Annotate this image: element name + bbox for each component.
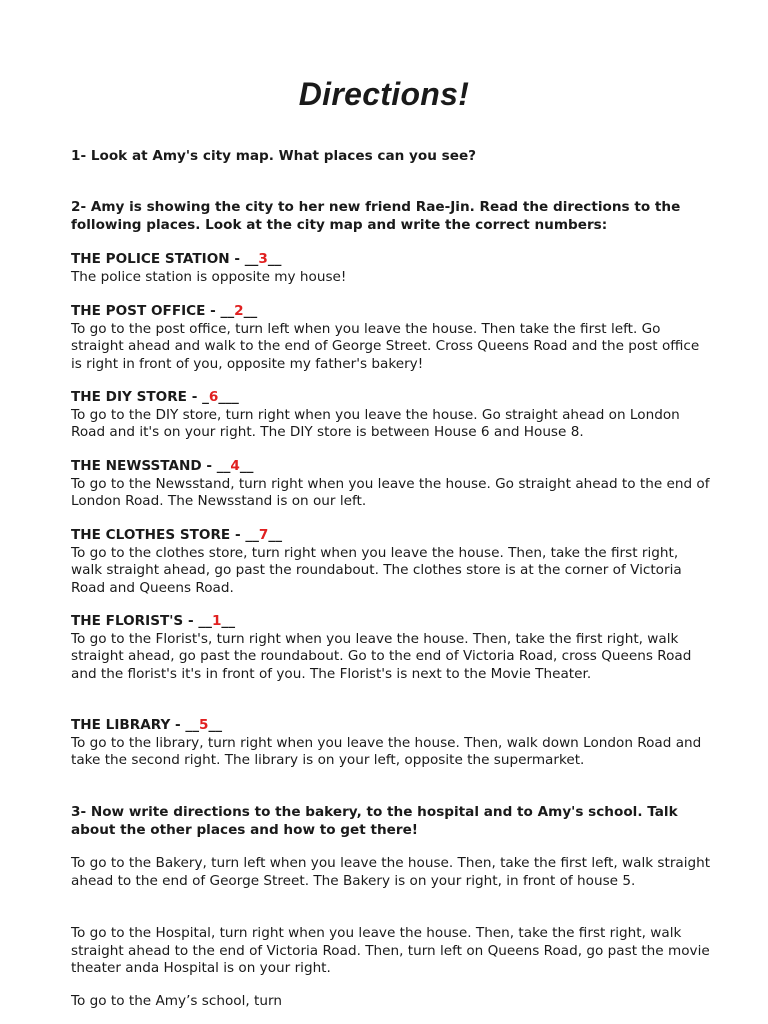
place-name: THE NEWSSTAND - __ [71, 458, 231, 474]
answer-blank: __ [267, 251, 282, 267]
answer-number: 1 [211, 613, 222, 629]
place-name: THE LIBRARY - __ [71, 717, 200, 733]
place-directions: To go to the Florist's, turn right when you leave the house. Then, take the first right, walk straight ahead, go past the roundabout. Go to the end of Victoria Road, cross Queens Road and the florist's it's in front of you. The Florist's is next to the Movie Theater. [71, 630, 692, 682]
answer-number: 3 [258, 251, 268, 267]
place-police-station [71, 251, 711, 286]
place-directions: The police station is opposite my house! [71, 268, 347, 285]
place-heading [71, 717, 711, 735]
answer-blank: __ [243, 303, 258, 319]
place-directions: To go to the DIY store, turn right when you leave the house. Go straight ahead on London Road and it's on your right. The DIY store is between House 6 and House 8. [71, 406, 680, 440]
place-directions: To go to the library, turn right when you leave the house. Then, walk down London Road and take the second right. The library is on your left, opposite the supermarket. [71, 734, 702, 768]
place-heading [71, 251, 711, 269]
answer-blank: __ [208, 717, 223, 733]
answer-number: 5 [199, 717, 209, 733]
answer-school: To go to the Amy’s school, turn [71, 993, 282, 1009]
place-directions: To go to the Newsstand, turn right when you leave the house. Go straight ahead to the end of London Road. The Newsstand is on our left. [71, 475, 710, 509]
place-name: THE FLORIST'S - __ [71, 613, 212, 629]
question-2: 2- Amy is showing the city to her new friend Rae-Jin. Read the directions to the following places. Look at the city map and write the correct numbers: [71, 199, 681, 233]
place-directions: To go to the post office, turn left when you leave the house. Then take the first left. Go straight ahead and walk to the end of George Street. Cross Queens Road and the post office is right in front of you, opposite my father's bakery! [71, 320, 700, 372]
place-florists [71, 613, 711, 683]
place-newsstand [71, 458, 711, 511]
place-heading [71, 613, 711, 631]
answer-number: 6 [208, 389, 219, 405]
place-heading [71, 527, 711, 545]
place-name: THE CLOTHES STORE - __ [71, 527, 259, 543]
answer-bakery: To go to the Bakery, turn left when you leave the house. Then, take the first left, walk straight ahead to the end of George Street. The Bakery is on your right, in front of house 5. [71, 855, 711, 889]
answer-blank: __ [239, 458, 254, 474]
answer-number: 2 [234, 303, 244, 319]
place-name: THE POLICE STATION - __ [71, 251, 259, 267]
page-title: Directions! [298, 76, 470, 112]
place-name: THE DIY STORE - _ [71, 389, 209, 405]
place-heading [71, 458, 711, 476]
place-diy-store [71, 389, 711, 442]
place-clothes-store [71, 527, 711, 597]
answer-number: 4 [230, 458, 240, 474]
place-post-office [71, 303, 711, 373]
answer-hospital: To go to the Hospital, turn right when you leave the house. Then, take the first right, walk straight ahead to the end of Victoria Road. Then, turn left on Queens Road, go past the movie theater anda Hospital is on your right. [71, 925, 710, 976]
place-heading [71, 303, 711, 321]
place-heading [71, 389, 711, 407]
place-library [71, 717, 711, 770]
answer-blank: __ [221, 613, 235, 629]
question-3: 3- Now write directions to the bakery, to the hospital and to Amy's school. Talk about the other places and how to get there! [71, 804, 678, 838]
question-1: 1- Look at Amy's city map. What places can you see? [71, 148, 477, 164]
place-directions: To go to the clothes store, turn right when you leave the house. Then, take the first right, walk straight ahead, go past the roundabout. The clothes store is at the corner of Victoria Road and Queens Road. [71, 544, 682, 596]
answer-blank: ___ [218, 389, 239, 405]
answer-blank: __ [268, 527, 282, 543]
place-name: THE POST OFFICE - __ [71, 303, 235, 319]
answer-number: 7 [258, 527, 269, 543]
